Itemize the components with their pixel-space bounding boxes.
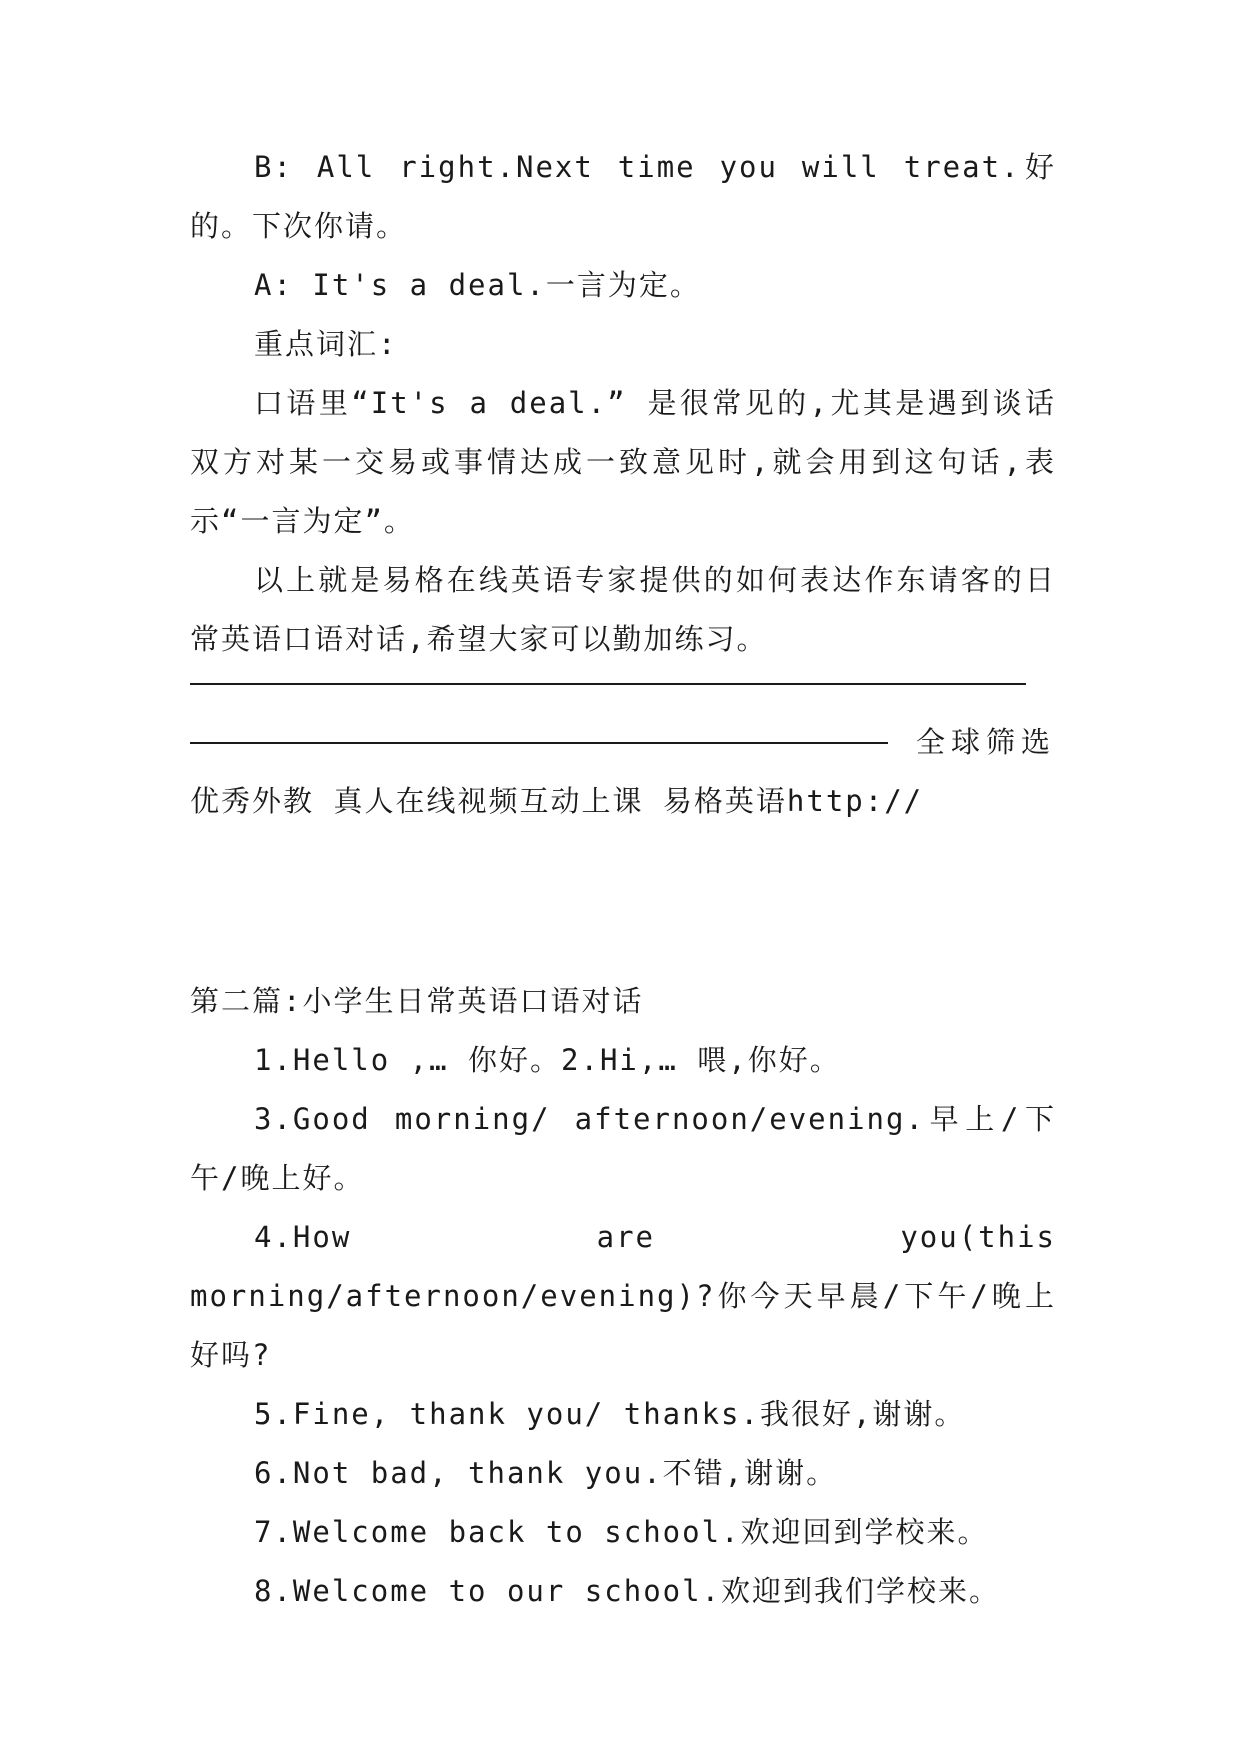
promo-line-with-divider (190, 713, 1056, 772)
phrase-item: 1.Hello ,… 你好。2.Hi,… 喂,你好。 (254, 1043, 841, 1077)
phrase-item: 4.How are you(this morning/afternoon/evening)?你今天早晨/下午/晚上好吗? (190, 1220, 1056, 1372)
section-1 (190, 138, 1056, 669)
section-2 (190, 972, 1056, 1621)
promo-text-tagline: 优秀外教 真人在线视频互动上课 易格英语http:// (190, 784, 924, 818)
promo-block (190, 654, 1056, 831)
promo-text-global: 全球筛选 (915, 725, 1056, 759)
summary-paragraph: 以上就是易格在线英语专家提供的如何表达作东请客的日常英语口语对话,希望大家可以勤加练习。 (190, 563, 1056, 656)
phrase-item: 3.Good morning/ afternoon/evening.早上/下午/晚上好。 (190, 1102, 1056, 1195)
section-2-heading: 第二篇:小学生日常英语口语对话 (190, 984, 644, 1018)
phrase-item: 7.Welcome back to school.欢迎回到学校来。 (254, 1515, 989, 1549)
dialogue-line-a: A: It's a deal.一言为定。 (254, 268, 701, 302)
vocabulary-heading: 重点词汇: (254, 327, 398, 361)
divider-line (190, 654, 1056, 713)
phrase-item: 6.Not bad, thank you.不错,谢谢。 (254, 1456, 838, 1490)
phrase-item: 8.Welcome to our school.欢迎到我们学校来。 (254, 1574, 1001, 1608)
vocabulary-explanation: 口语里“It's a deal.” 是很常见的,尤其是遇到谈话双方对某一交易或事情达成一致意见时,就会用到这句话,表示“一言为定”。 (190, 386, 1056, 538)
phrase-item: 5.Fine, thank you/ thanks.我很好,谢谢。 (254, 1397, 966, 1431)
dialogue-line-b: B: All right.Next time you will treat.好的。下次你请。 (190, 150, 1056, 243)
